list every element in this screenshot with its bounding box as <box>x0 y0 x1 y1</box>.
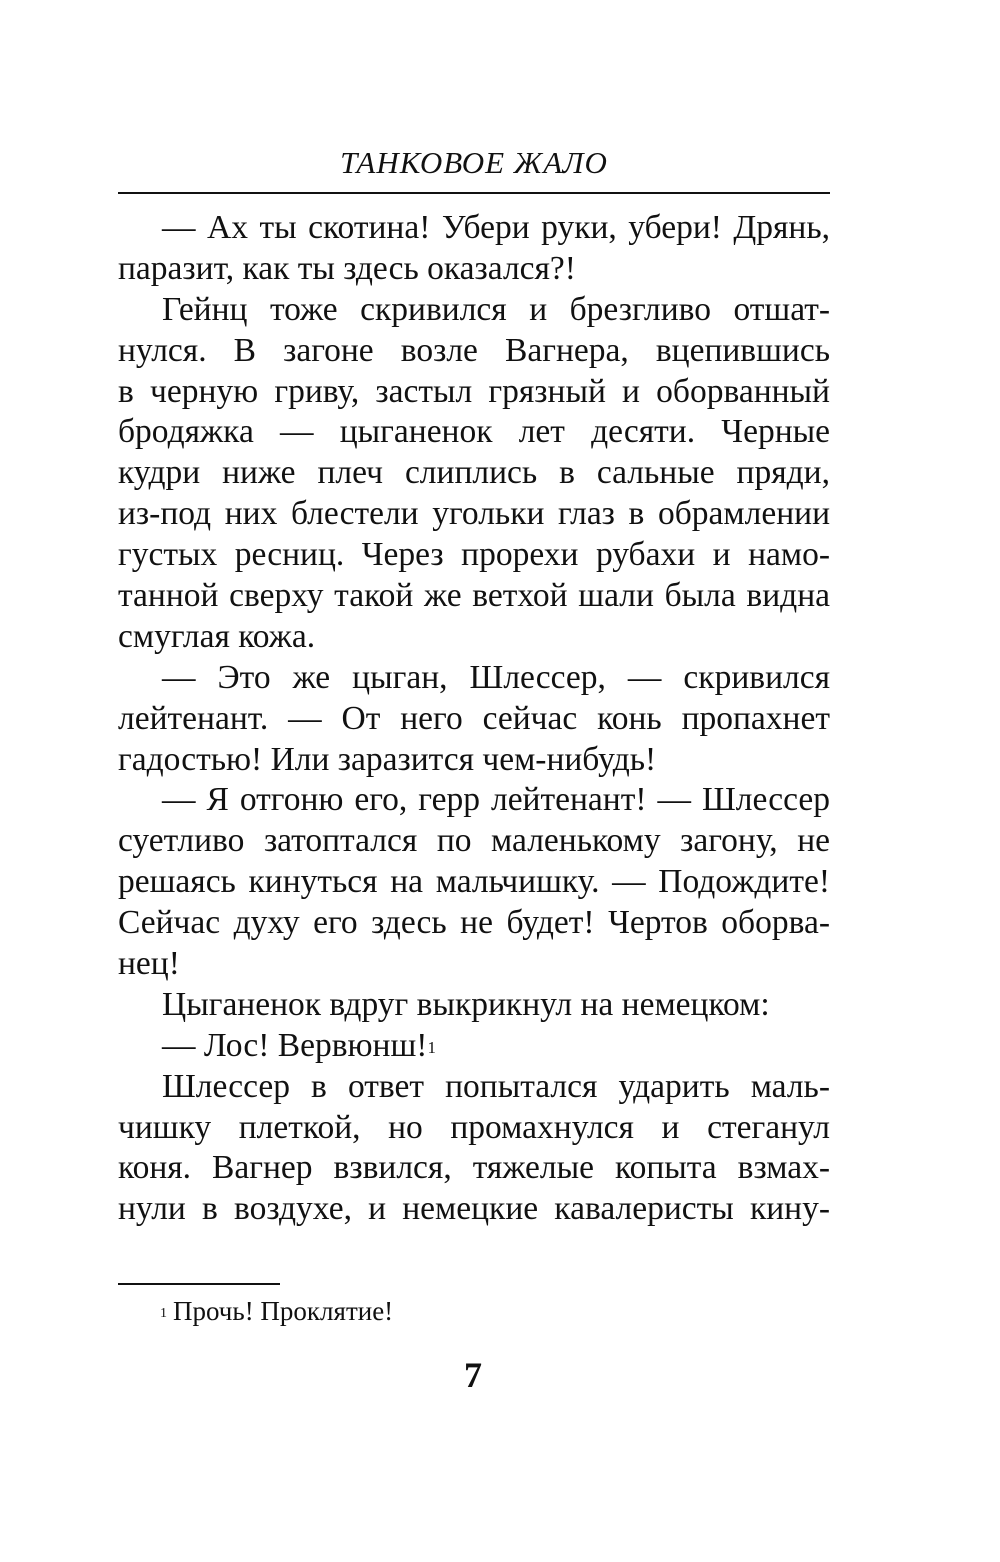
footnote-reference[interactable]: 1 <box>427 1037 436 1057</box>
text-line: кудри ниже плеч слиплись в сальные пряди, <box>118 454 830 492</box>
text-line: гадостью! Или заразится чем-нибудь! <box>118 740 657 778</box>
text-line: Сейчас духу его здесь не будет! Чертов оборва- <box>118 904 830 942</box>
text-line: в черную гриву, застыл грязный и оборванный <box>118 372 830 410</box>
footnote-rule <box>118 1283 280 1285</box>
text-line: нулся. В загоне возле Вагнера, вцепившись <box>118 331 830 369</box>
running-head: ТАНКОВОЕ ЖАЛО <box>340 145 608 180</box>
text-line: Цыганенок вдруг выкрикнул на немецком: <box>162 985 770 1023</box>
text-line: паразит, как ты здесь оказался?! <box>118 249 576 287</box>
footnote <box>160 1294 393 1328</box>
text-line: из-под них блестели угольки глаз в обрамлении <box>118 495 830 533</box>
text-line: коня. Вагнер взвился, тяжелые копыта взмах- <box>118 1149 830 1187</box>
text-line-content: — Лос! Вервюнш! <box>162 1026 428 1064</box>
text-line: танной сверху такой же ветхой шали была видна <box>118 577 830 615</box>
text-line: бродяжка — цыганенок лет десяти. Черные <box>118 413 830 451</box>
text-line: лейтенант. — От него сейчас конь пропахнет <box>118 699 830 737</box>
text-line: Гейнц тоже скривился и брезгливо отшат- <box>162 290 830 328</box>
text-line: смуглая кожа. <box>118 617 316 655</box>
page-number: 7 <box>464 1355 482 1395</box>
text-line: густых ресниц. Через прорехи рубахи и намо- <box>118 536 830 574</box>
text-line: Шлессер в ответ попытался ударить маль- <box>162 1067 830 1105</box>
text-line: суетливо затоптался по маленькому загону, не <box>118 822 830 860</box>
text-line: — Ах ты скотина! Убери руки, убери! Дрянь, <box>162 209 830 246</box>
text-line: — Это же цыган, Шлессер, — скривился <box>162 658 830 696</box>
body-text <box>118 208 830 1230</box>
text-line: — Я отгоню его, герр лейтенант! — Шлессер <box>162 781 830 819</box>
text-line <box>118 1026 830 1067</box>
footnote-marker: 1 <box>160 1306 167 1321</box>
footnote-text: Прочь! Проклятие! <box>173 1296 394 1326</box>
text-line: решаясь кинуться на мальчишку. — Подождите! <box>118 863 830 901</box>
header-rule <box>118 192 830 194</box>
text-line: нули в воздухе, и немецкие кавалеристы кину- <box>118 1190 830 1228</box>
text-line: чишку плеткой, но промахнулся и стеганул <box>118 1108 830 1146</box>
text-line: нец! <box>118 945 180 983</box>
